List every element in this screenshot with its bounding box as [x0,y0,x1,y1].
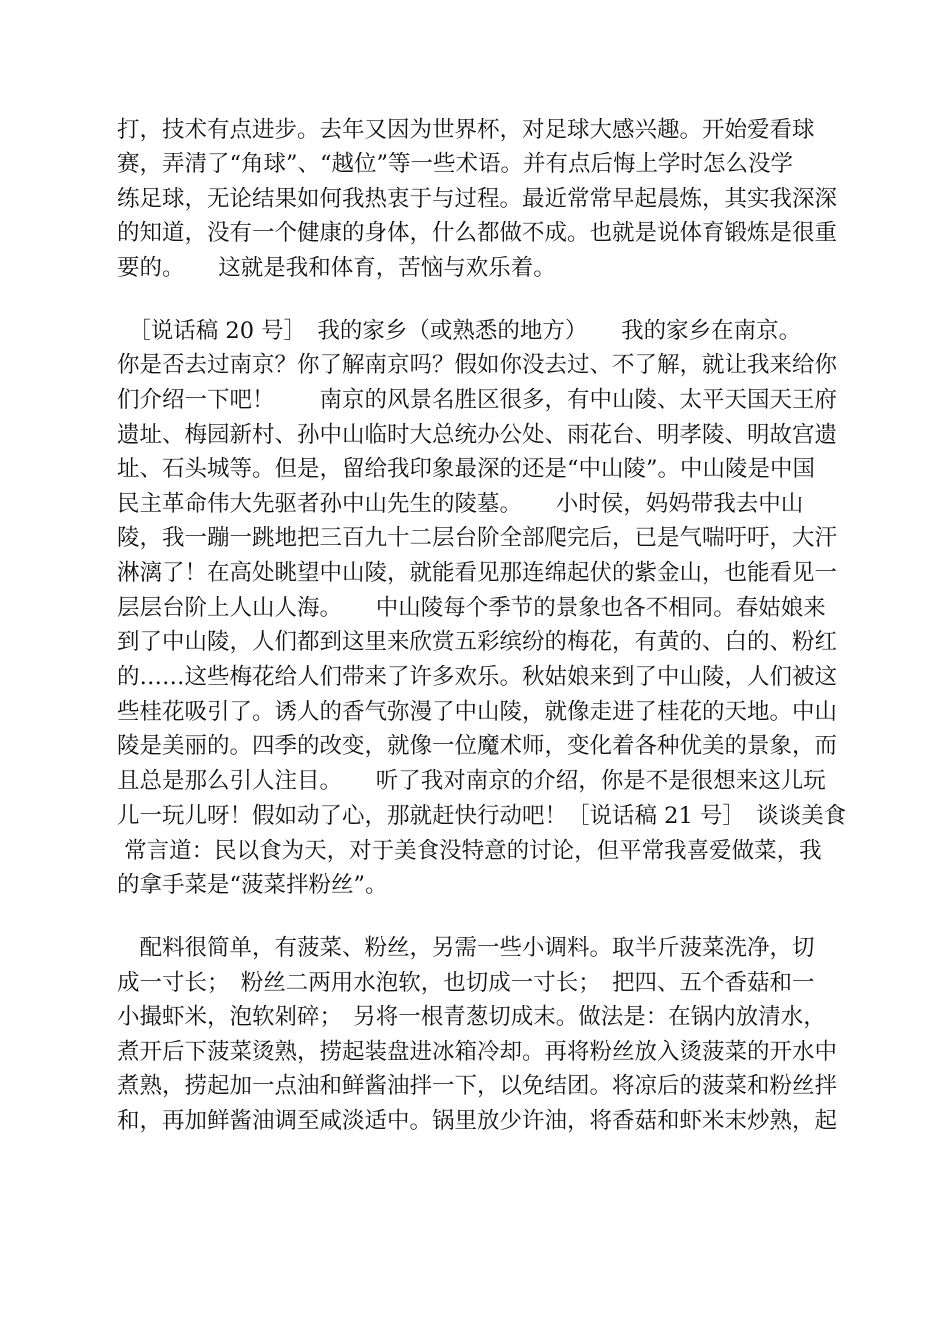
text-line: 煮开后下菠菜烫熟，捞起装盘进冰箱冷却。再将粉丝放入烫菠菜的开水中 [117,1039,838,1065]
text-line: 址、石头城等。但是，留给我印象最深的还是“中山陵”。中山陵是中国 [117,456,816,482]
text-line: 到了中山陵，人们都到这里来欣赏五彩缤纷的梅花，有黄的、白的、粉红 [117,629,838,655]
text-line: 你是否去过南京？你了解南京吗？假如你没去过、不了解，就让我来给你 [117,352,838,378]
text-line: 淋漓了！在高处眺望中山陵，就能看见那连绵起伏的紫金山，也能看见一 [117,560,838,586]
text-line: 遗址、梅园新村、孙中山临时大总统办公处、雨花台、明孝陵、明故宫遗 [117,422,838,448]
text-line: 煮熟，捞起加一点油和鲜酱油拌一下，以免结团。将凉后的菠菜和粉丝拌 [117,1073,838,1099]
text-line: 成一寸长； 粉丝二两用水泡软，也切成一寸长； 把四、五个香菇和一 [117,970,815,996]
text-line: ［说话稿 20 号］ 我的家乡（或熟悉的地方） 我的家乡在南京。 [117,318,802,344]
text-line: 配料很简单，有菠菜、粉丝，另需一些小调料。取半斤菠菜洗净，切 [117,935,815,961]
text-line: 赛，弄清了“角球”、“越位”等一些术语。并有点后悔上学时怎么没学 [117,151,794,177]
text-line: 的拿手菜是“菠菜拌粉丝”。 [117,872,388,898]
text-line: 些桂花吸引了。诱人的香气弥漫了中山陵，就像走进了桂花的天地。中山 [117,699,838,725]
text-line: 打，技术有点进步。去年又因为世界杯，对足球大感兴趣。开始爱看球 [117,117,815,143]
text-line: 常言道：民以食为天，对于美食没特意的讨论，但平常我喜爱做菜，我 [117,838,822,864]
text-line: 且总是那么引人注目。 听了我对南京的介绍，你是不是很想来这儿玩 [117,768,826,794]
text-line: 陵，我一蹦一跳地把三百九十二层台阶全部爬完后，已是气喘吁吁，大汗 [117,525,838,551]
text-line: 小撮虾米，泡软剁碎； 另将一根青葱切成末。做法是：在锅内放清水， [117,1004,826,1030]
text-line: 练足球，无论结果如何我热衷于与过程。最近常常早起晨炼，其实我深深 [117,186,838,212]
text-line: 的……这些梅花给人们带来了许多欢乐。秋姑娘来到了中山陵，人们被这 [117,664,838,690]
text-line: 和，再加鲜酱油调至咸淡适中。锅里放少许油，将香菇和虾米末炒熟，起 [117,1108,838,1134]
text-line: 民主革命伟大先驱者孙中山先生的陵墓。 小时侯，妈妈带我去中山 [117,491,804,517]
text-line: 的知道，没有一个健康的身体，什么都做不成。也就是说体育锻炼是很重 [117,220,838,246]
text-line: 们介绍一下吧！ 南京的风景名胜区很多，有中山陵、太平天国天王府 [117,387,838,413]
text-line: 层层台阶上人山人海。 中山陵每个季节的景象也各不相同。春姑娘来 [117,595,826,621]
text-line: 儿一玩儿呀！假如动了心，那就赶快行动吧！［说话稿 21 号］ 谈谈美食 [117,803,847,829]
text-line: 要的。 这就是我和体育，苦恼与欢乐着。 [117,255,556,281]
text-line: 陵是美丽的。四季的改变，就像一位魔术师，变化着各种优美的景象，而 [117,733,838,759]
